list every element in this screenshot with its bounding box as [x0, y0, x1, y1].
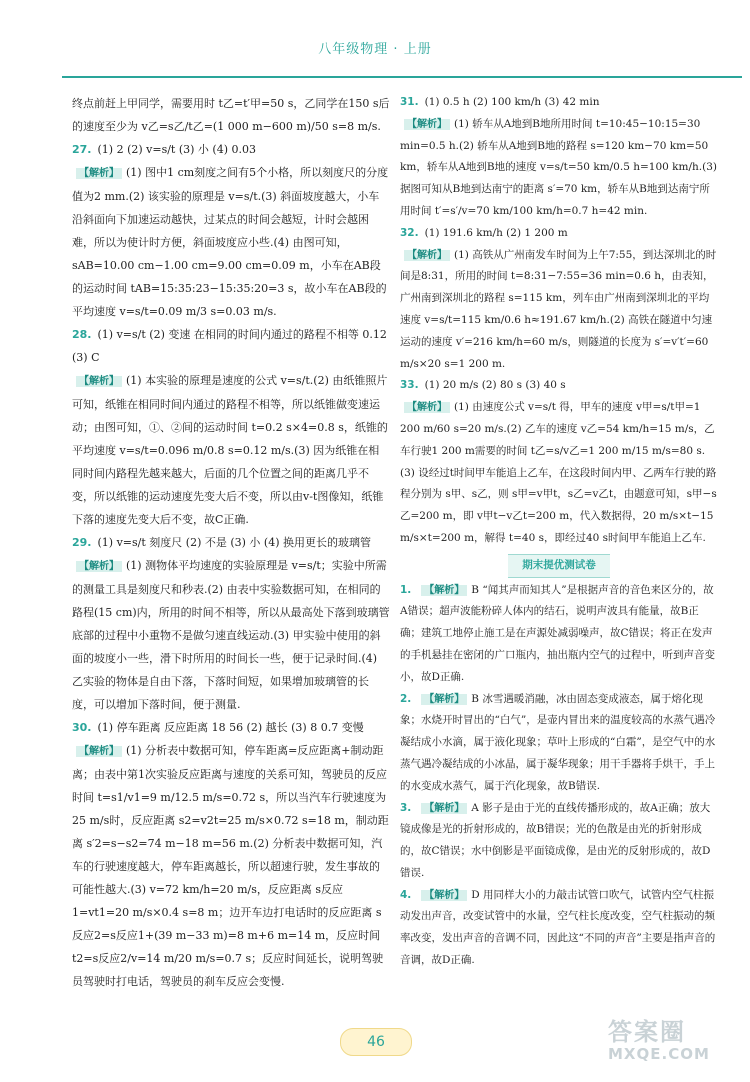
page-number: 46 [340, 1028, 412, 1056]
answer-text: (1) 2 (2) v=s/t (3) 小 (4) 0.03 [97, 143, 256, 156]
answer-text: (1) 0.5 h (2) 100 km/h (3) 42 min [424, 96, 600, 108]
answer-paragraph [400, 114, 718, 223]
answer-text: (1) v=s/t 刻度尺 (2) 不是 (3) 小 (4) 换用更长的玻璃管 [97, 536, 372, 549]
answer-paragraph [72, 323, 390, 369]
analysis-label: 【解析】 [76, 746, 122, 757]
answer-paragraph [400, 245, 718, 376]
question-number: 33. [400, 379, 419, 392]
answer-text: 终点前赶上甲同学，需要用时 t乙=t′甲=50 s，乙同学在150 s后的速度至少为 v乙=s乙/t乙=(1 000 m−600 m)/50 s=8 m/s. [72, 97, 390, 133]
analysis-label: 【解析】 [404, 402, 450, 413]
analysis-label: 【解析】 [404, 119, 450, 130]
answer-text: B 冰雪遇暖消融，冰由固态变成液态，属于熔化现象；水烧开时冒出的“白气”，是壶内冒出来的温度较高的水蒸气遇冷凝结成小水滴，属于液化现象；草叶上形成的“白霜”，是空气中的水蒸气遇冷凝结成的小冰晶，属于凝华现象；用干手器将手烘干，手上的水变成水蒸气，属于汽化现象，故B错误. [400, 692, 716, 792]
answer-paragraph [400, 397, 718, 550]
answer-text: (1) 轿车从A地到B地所用时间 t=10:45−10:15=30 min=0.5 h.(2) 轿车从A地到B地的路程 s=120 km−70 km=50 km，轿车从A地到B地的速度 v=s/t=50 km/0.5 h=100 km/h.(3) 据图可知从B地到达南宁的距离 s′=70 km，轿车从B地到达南宁所用时间 t′=s′/v=70 km/100 km/h=0.7 h=42 min. [400, 117, 717, 217]
analysis-label: 【解析】 [76, 561, 122, 572]
answer-paragraph [400, 223, 718, 245]
header-rule [62, 76, 742, 78]
answer-paragraph [72, 138, 390, 161]
answer-paragraph [400, 885, 718, 972]
answer-paragraph [72, 716, 390, 739]
answer-paragraph [72, 554, 390, 716]
left-column [72, 92, 390, 993]
answer-text: (1) 停车距离 反应距离 18 56 (2) 越长 (3) 8 0.7 变慢 [97, 721, 364, 734]
answer-text: A 影子是由于光的直线传播形成的，故A正确；放大镜成像是光的折射形成的，故B错误；光的色散是由光的折射形成的，故C错误；水中倒影是平面镜成像，是由光的反射形成的，故D错误. [400, 801, 711, 879]
answer-text: (1) 191.6 km/h (2) 1 200 m [424, 226, 568, 239]
answer-paragraph [72, 531, 390, 554]
answer-paragraph [400, 798, 718, 885]
question-number: 31. [400, 96, 419, 108]
analysis-label: 【解析】 [421, 694, 467, 705]
watermark-top: 答案圈 [608, 1018, 686, 1046]
answer-text: (1) 分析表中数据可知，停车距离=反应距离+制动距离；由表中第1次实验反应距离与速度的关系可知，驾驶员的反应时间 t=s1/v1=9 m/12.5 m/s=0.72 s，所以当汽车行驶速度为25 m/s时，反应距离 s2=v2t=25 m/s×0.72 s=18 m，制动距离 s′2=s−s2=74 m−18 m=56 m.(2) 分析表中数据可知，汽车的行驶速度越大，停车距离越长，所以超速行驶，发生事故的可能性越大.(3) v=72 km/h=20 m/s，反应距离 s反应1=vt1=20 m/s×0.4 s=8 m；边开车边打电话时的反应距离 s反应2=s反应1+(39 m−33 m)=8 m+6 m=14 m，反应时间 t2=s反应2/v=14 m/20 m/s=0.7 s；反应时间延长，说明驾驶员驾驶时打电话，驾驶员的刹车反应会变慢. [72, 744, 389, 988]
answer-text: (1) 由速度公式 v=s/t 得，甲车的速度 v甲=s/t甲=1 200 m/60 s=20 m/s.(2) 乙车的速度 v乙=54 km/h=15 m/s，乙车行驶1 200 m需要的时间 t乙=s/v乙=1 200 m/15 m/s=80 s.(3) 设经过t时间甲车能追上乙车，在这段时间内甲、乙两车行驶的路程分别为 s甲、s乙，则 s甲=v甲t，s乙=v乙t，由题意可知，s甲−s乙=200 m，即 v甲t−v乙t=200 m，代入数据得，20 m/s×t−15 m/s×t=200 m，解得 t=40 s，即经过40 s时间甲车能追上乙车. [400, 401, 717, 544]
analysis-label: 【解析】 [421, 890, 467, 901]
answer-paragraph [72, 369, 390, 531]
question-number: 29. [72, 536, 92, 549]
watermark-logo [608, 1012, 738, 1074]
answer-text: (1) 本实验的原理是速度的公式 v=s/t.(2) 由纸锥照片可知，纸锥在相同时间内通过的路程不相等，所以纸锥做变速运动；由图可知，①、②间的运动时间 t=0.2 s×4=0.8 s，纸锥的平均速度 v=s/t=0.096 m/0.8 s=0.12 m/s.(3) 因为纸锥在相同时间内路程先越来越大，后面的几个位置之间的距离几乎不变，所以纸锥的运动速度先变大后不变，所以由v-t图像知，纸锥下落的速度先变大后不变，故C正确. [72, 374, 388, 526]
answer-paragraph [400, 92, 718, 114]
analysis-label: 【解析】 [76, 376, 122, 387]
analysis-label: 【解析】 [421, 585, 467, 596]
question-number: 32. [400, 226, 419, 239]
watermark-bottom: MXQE.COM [608, 1045, 710, 1063]
answer-paragraph [400, 689, 718, 798]
answer-text: (1) 图中1 cm刻度之间有5个小格，所以刻度尺的分度值为2 mm.(2) 该实验的原理是 v=s/t.(3) 斜面坡度越大，小车沿斜面向下加速运动越快，过某点的时间会越短，计时会越困难，所以为使计时方便，斜面坡度应小些.(4) 由图可知，sAB=10.00 cm−1.00 cm=9.00 cm=0.09 m，小车在AB段的运动时间 tAB=15:35:23−15:35:20=3 s，故小车在AB段的平均速度 v=s/t=0.09 m/3 s=0.03 m/s. [72, 166, 389, 318]
question-number: 4. [400, 888, 412, 901]
question-number: 3. [400, 801, 412, 814]
answer-text: (1) v=s/t (2) 变速 在相同的时间内通过的路程不相等 0.12 (3) C [72, 328, 387, 364]
question-number: 1. [400, 583, 412, 596]
answer-text: D 用同样大小的力敲击试管口吹气，试管内空气柱振动发出声音，改变试管中的水量，空气柱长度改变，空气柱振动的频率改变，发出声音的音调不同，因此这“不同的声音”主要是指声音的音调，故D正确. [400, 888, 716, 967]
answer-paragraph [72, 739, 390, 993]
section-title: 期末提优测试卷 [400, 554, 718, 578]
answer-text: (1) 20 m/s (2) 80 s (3) 40 s [424, 379, 566, 392]
answer-text: (1) 测物体平均速度的实验原理是 v=s/t；实验中所需的测量工具是刻度尺和秒表.(2) 由表中实验数据可知，在相同的路程(15 cm)内，所用的时间不相等，所以从最高处下落到玻璃管底部的过程中小重物不是做匀速直线运动.(3) 甲实验中使用的斜面的坡度小一些，滑下时所用的时间长一些，便于记录时间.(4) 乙实验的物体是自由下落，下落时间短，如果增加玻璃管的长度，可以增加下落时间，便于测量. [72, 559, 390, 711]
question-number: 2. [400, 692, 412, 705]
answer-text: (1) 高铁从广州南发车时间为上午7:55，到达深圳北的时间是8:31，所用的时间 t=8:31−7:55=36 min=0.6 h，由表知，广州南到深圳北的路程 s=115 km，列车由广州南到深圳北的平均速度 v=s/t=115 km/0.6 h≈191.67 km/h.(2) 高铁在隧道中匀速运动的速度 v′=216 km/h=60 m/s，则隧道的长度为 s′=v′t′=60 m/s×20 s=1 200 m. [400, 248, 717, 370]
answer-paragraph [400, 375, 718, 397]
answer-paragraph [400, 580, 718, 689]
analysis-label: 【解析】 [421, 803, 467, 814]
answer-paragraph [72, 161, 390, 323]
question-number: 30. [72, 721, 92, 734]
answer-text: B “闻其声而知其人”是根据声音的音色来区分的，故A错误；超声波能粉碎人体内的结石，说明声波具有能量，故B正确；建筑工地停止施工是在声源处减弱噪声，故C错误；将正在发声的手机悬挂在密闭的广口瓶内，抽出瓶内空气的过程中，听到声音变小，故D正确. [400, 583, 715, 683]
analysis-label: 【解析】 [76, 168, 122, 179]
page-header: 八年级物理 · 上册 [318, 42, 432, 57]
right-column [400, 92, 718, 972]
question-number: 27. [72, 143, 92, 156]
question-number: 28. [72, 328, 92, 341]
answer-paragraph [72, 92, 390, 138]
analysis-label: 【解析】 [404, 250, 450, 261]
